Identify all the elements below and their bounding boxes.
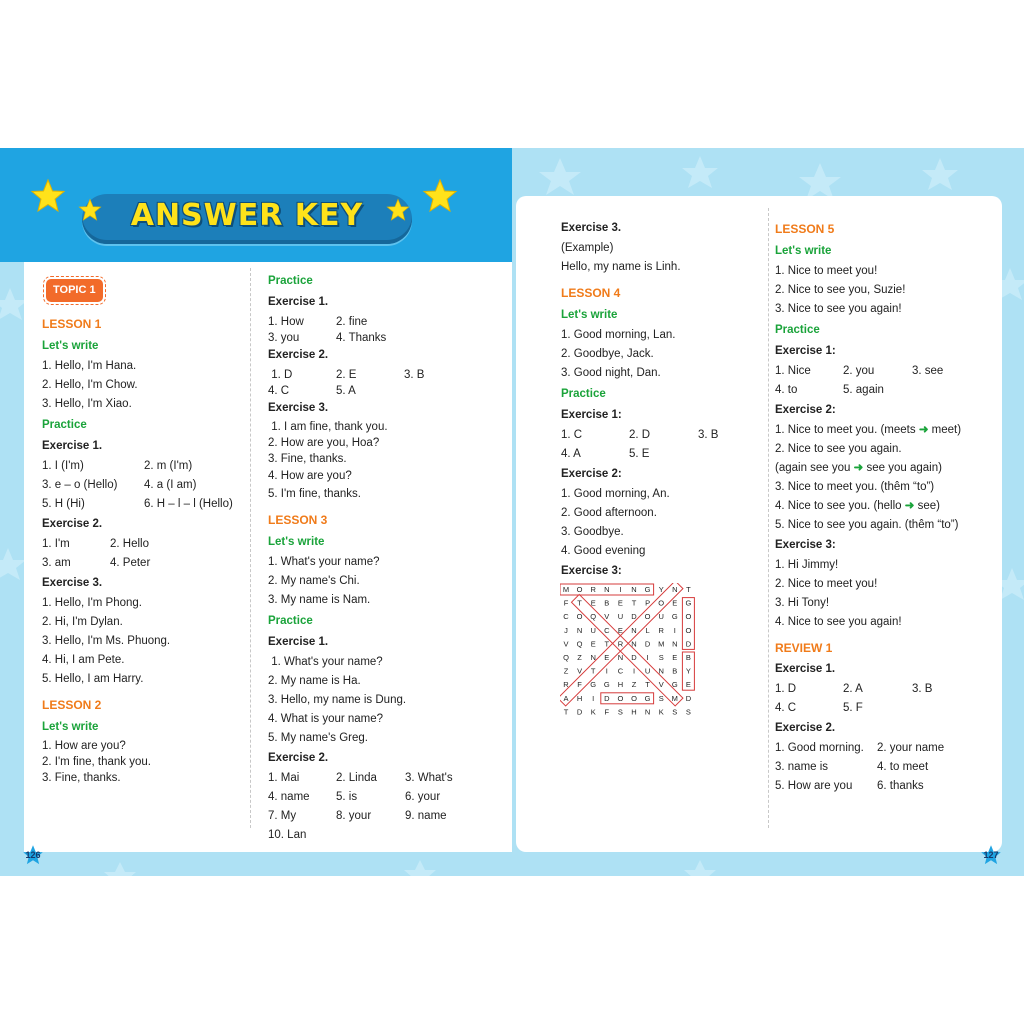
word-search-letter: H	[576, 693, 583, 703]
word-search-letter: E	[617, 625, 623, 635]
exercise-heading: Exercise 1:	[775, 345, 836, 357]
answer-cell: 5. H (Hi)	[42, 498, 85, 510]
word-search-letter: D	[604, 693, 610, 703]
answer-line: 3. Nice to see you again!	[775, 303, 902, 315]
answer-row	[561, 445, 761, 464]
answer-line: 4. Good evening	[561, 545, 646, 557]
answer-cell: 2. Hello	[110, 538, 149, 550]
word-highlight-diagonal	[571, 594, 682, 705]
word-search-letter: I	[632, 666, 636, 676]
subheading: Let's write	[561, 309, 618, 321]
word-search-letter: Q	[576, 639, 583, 649]
answer-cell: 6. your	[405, 791, 441, 803]
word-search-letter: D	[644, 639, 651, 649]
word-search-letter: E	[685, 680, 691, 690]
answer-row	[775, 381, 995, 400]
word-search-letter: V	[577, 666, 583, 676]
word-search-letter: I	[673, 625, 676, 635]
answer-line: 2. Hello, I'm Chow.	[42, 379, 138, 391]
answer-column-2	[268, 270, 503, 845]
answer-cell: 3. am	[42, 557, 71, 569]
word-search-letter: N	[631, 625, 637, 635]
star-icon	[422, 178, 458, 214]
answer-cell: 1. I (I'm)	[42, 460, 84, 472]
answer-line: 2. My name's Chi.	[268, 575, 360, 587]
subheading: Practice	[268, 275, 313, 287]
page-number-right: 127	[980, 844, 1002, 866]
answer-row	[42, 554, 247, 573]
word-search-letter: G	[644, 693, 651, 703]
word-search-letter: H	[631, 707, 637, 717]
answer-row	[268, 807, 503, 826]
answer-cell: 4. name	[268, 791, 310, 803]
word-search-letter: R	[617, 639, 624, 649]
answer-line: 3. Good night, Dan.	[561, 367, 661, 379]
answer-cell: 9. name	[405, 810, 447, 822]
answer-line: 2. Nice to see you again.	[775, 443, 902, 455]
answer-cell: 2. you	[843, 365, 875, 377]
word-search-letter: D	[685, 639, 692, 649]
answer-row	[268, 382, 503, 398]
answer-cell: 10. Lan	[268, 829, 307, 841]
word-search-letter: S	[658, 653, 664, 662]
word-search-letter: Y	[658, 585, 664, 594]
answer-line	[775, 459, 995, 478]
answer-line: 2. Good afternoon.	[561, 507, 657, 519]
word-search-letter: F	[604, 707, 610, 717]
answer-line: 5. I'm fine, thanks.	[268, 488, 361, 500]
word-search-letter: T	[686, 585, 691, 594]
word-search-letter: B	[672, 666, 678, 676]
lesson-heading: LESSON 5	[775, 222, 835, 236]
word-search-letter: O	[685, 625, 692, 635]
word-search-letter: T	[645, 680, 650, 690]
word-search-letter: G	[603, 680, 610, 690]
answer-cell: 1. D	[775, 683, 797, 695]
subheading: Let's write	[775, 245, 832, 257]
answer-cell: 5. E	[629, 448, 650, 460]
word-search-letter: G	[644, 585, 651, 594]
word-search-letter: Q	[563, 653, 569, 662]
word-search-letter: N	[590, 653, 596, 662]
answer-line: 3. Fine, thanks.	[268, 453, 347, 465]
answer-text: (again see you	[775, 462, 854, 474]
answer-line	[775, 497, 995, 516]
word-search-letter: M	[671, 693, 678, 703]
word-search-letter: V	[658, 680, 664, 690]
word-search-letter: G	[671, 612, 678, 622]
exercise-heading: Exercise 1:	[561, 409, 622, 421]
answer-line: 3. My name is Nam.	[268, 594, 371, 606]
word-search-letter: I	[592, 693, 595, 703]
word-search-letter: U	[590, 625, 596, 635]
answer-cell: 3. see	[912, 365, 944, 377]
answer-cell: 3. B	[404, 369, 425, 381]
answer-cell: 2. E	[336, 369, 357, 381]
answer-cell: 5. F	[843, 702, 863, 714]
answer-row	[268, 826, 503, 845]
word-search-letter: C	[604, 625, 610, 635]
word-search-letter: T	[563, 707, 569, 717]
word-search-letter: E	[590, 639, 596, 649]
word-search-letter: O	[576, 585, 583, 594]
word-search-letter: O	[631, 693, 637, 703]
answer-cell: 5. How are you	[775, 780, 853, 792]
word-search-letter: Z	[631, 680, 637, 690]
answer-text: 1. Nice to meet you. (meets	[775, 424, 919, 436]
word-search-letter: D	[631, 612, 637, 622]
answer-row	[268, 313, 503, 329]
arrow-right-icon: ➜	[853, 462, 864, 474]
exercise-heading: Exercise 2:	[561, 468, 622, 480]
word-search-letter: I	[619, 585, 622, 594]
answer-line: 5. My name's Greg.	[268, 732, 368, 744]
answer-line: 1. Good morning, Lan.	[561, 329, 676, 341]
word-search-letter: V	[604, 612, 610, 622]
answer-line: 5. Nice to see you again. (thêm “to”)	[775, 519, 959, 531]
lesson-heading: LESSON 4	[561, 286, 621, 300]
answer-cell: 5. is	[336, 791, 358, 803]
exercise-heading: Exercise 3:	[561, 565, 622, 577]
answer-cell: 1. D	[268, 369, 293, 381]
answer-line: 2. I'm fine, thank you.	[42, 756, 151, 768]
answer-cell: 4. C	[268, 385, 290, 397]
answer-line: 5. Hello, I am Harry.	[42, 673, 144, 685]
word-search-letter: C	[617, 666, 624, 676]
answer-row	[775, 739, 995, 758]
answer-cell: 3. you	[268, 332, 300, 344]
word-search-letter: N	[631, 585, 637, 594]
subheading: Let's write	[42, 721, 99, 733]
word-search-letter: N	[672, 639, 678, 649]
word-search-letter: B	[685, 653, 691, 662]
word-search-letter: O	[644, 612, 651, 622]
answer-cell: 4. C	[775, 702, 797, 714]
word-search-letter: V	[563, 639, 569, 649]
word-search-letter: C	[563, 612, 569, 622]
word-search-letter: O	[685, 612, 692, 622]
answer-line: 3. Nice to meet you. (thêm “to”)	[775, 481, 935, 493]
answer-cell: 1. How	[268, 316, 304, 328]
answer-column-3	[561, 218, 761, 582]
word-search-letter: J	[564, 625, 568, 635]
answer-line: (Example)	[561, 242, 614, 254]
answer-line: 3. Hello, my name is Dung.	[268, 694, 407, 706]
word-search-letter: M	[658, 639, 665, 649]
answer-line: 1. What's your name?	[268, 656, 383, 668]
answer-row	[42, 476, 247, 495]
answer-cell: 2. A	[843, 683, 863, 695]
answer-cell: 2. fine	[336, 316, 368, 328]
answer-cell: 1. Good morning.	[775, 742, 864, 754]
answer-line: 4. What is your name?	[268, 713, 384, 725]
word-search-letter: T	[631, 598, 637, 608]
exercise-heading: Exercise 2.	[42, 518, 103, 530]
exercise-heading: Exercise 3.	[42, 577, 103, 589]
subheading: Let's write	[42, 340, 99, 352]
word-search-letter: F	[563, 598, 569, 608]
answer-cell: 1. Nice	[775, 365, 811, 377]
word-search-letter: R	[658, 625, 664, 635]
subheading: Practice	[561, 388, 606, 400]
answer-row	[268, 769, 503, 788]
answer-cell: 4. Peter	[110, 557, 151, 569]
answer-cell: 3. B	[698, 429, 719, 441]
answer-cell: 2. your name	[877, 742, 945, 754]
topic-badge: TOPIC 1	[46, 279, 103, 302]
answer-row	[775, 758, 995, 777]
word-search-letter: Y	[685, 666, 691, 676]
answer-cell: 2. m (I'm)	[144, 460, 193, 472]
exercise-heading: Exercise 1.	[42, 440, 103, 452]
answer-cell: 3. What's	[405, 772, 453, 784]
answer-cell: 3. B	[912, 683, 933, 695]
answer-row	[42, 457, 247, 476]
subheading: Practice	[775, 324, 820, 336]
word-search-letter: U	[617, 612, 624, 622]
word-search-letter: D	[576, 707, 583, 717]
answer-cell: 4. to meet	[877, 761, 929, 773]
word-search-letter: S	[617, 707, 623, 717]
answer-cell: 7. My	[268, 810, 297, 822]
answer-line: 2. How are you, Hoa?	[268, 437, 380, 449]
answer-line	[775, 421, 995, 440]
answer-line: Hello, my name is Linh.	[561, 261, 681, 273]
answer-cell: 5. A	[336, 385, 356, 397]
exercise-heading: Exercise 3.	[268, 402, 329, 414]
word-search-letter: T	[590, 666, 596, 676]
answer-row	[561, 426, 761, 445]
word-search-letter: E	[604, 653, 610, 662]
answer-line: 1. How are you?	[42, 740, 126, 752]
page-number-left: 126	[22, 844, 44, 866]
word-search-letter: K	[590, 707, 596, 717]
exercise-heading: Exercise 1.	[268, 636, 329, 648]
subheading: Let's write	[268, 536, 325, 548]
word-search-letter: T	[577, 598, 582, 608]
answer-line: 3. Fine, thanks.	[42, 772, 121, 784]
answer-row	[775, 362, 995, 381]
word-search-letter: N	[604, 585, 610, 594]
answer-text: see you again)	[863, 462, 942, 474]
word-search-letter: R	[563, 680, 569, 690]
subheading: Practice	[268, 615, 313, 627]
answer-line: 1. What's your name?	[268, 556, 380, 568]
exercise-heading: Exercise 2.	[775, 722, 836, 734]
word-search-letter: S	[658, 693, 664, 703]
word-search-letter: G	[590, 680, 597, 690]
exercise-heading: Exercise 2.	[268, 349, 329, 361]
lesson-heading: REVIEW 1	[775, 641, 833, 655]
answer-cell: 4. A	[561, 448, 581, 460]
answer-text: 4. Nice to see you. (hello	[775, 500, 905, 512]
subheading: Practice	[42, 419, 87, 431]
answer-text: meet)	[928, 424, 962, 436]
exercise-heading: Exercise 1.	[775, 663, 836, 675]
word-search-letter: E	[672, 598, 678, 608]
word-search-letter: H	[617, 680, 624, 690]
word-search-letter: T	[604, 639, 610, 649]
answer-line: 1. Good morning, An.	[561, 488, 670, 500]
answer-line: 2. My name is Ha.	[268, 675, 361, 687]
answer-line: 4. Nice to see you again!	[775, 616, 902, 628]
exercise-heading: Exercise 2.	[268, 752, 329, 764]
word-search-letter: U	[658, 612, 664, 622]
answer-row	[268, 366, 503, 382]
star-icon	[78, 198, 102, 222]
word-search-letter: N	[658, 666, 664, 676]
lesson-heading: LESSON 3	[268, 513, 328, 527]
answer-line: 3. Hello, I'm Ms. Phuong.	[42, 635, 171, 647]
word-search-letter: G	[671, 680, 678, 690]
answer-cell: 1. Mai	[268, 772, 300, 784]
exercise-heading: Exercise 2:	[775, 404, 836, 416]
word-search-letter: S	[672, 707, 678, 717]
arrow-right-icon: ➜	[918, 424, 929, 436]
word-search-letter: K	[658, 707, 664, 717]
answer-line: 3. Goodbye.	[561, 526, 624, 538]
word-search-letter: I	[646, 653, 649, 662]
answer-row	[775, 680, 995, 699]
word-search-letter: D	[685, 693, 692, 703]
word-search-grid	[560, 583, 710, 733]
word-search-letter: E	[617, 598, 623, 608]
answer-cell: 4. a (I am)	[144, 479, 197, 491]
exercise-heading: Exercise 3:	[775, 539, 836, 551]
word-search-letter: N	[631, 639, 637, 649]
column-divider	[250, 268, 251, 828]
word-search-letter: E	[590, 598, 596, 608]
answer-line: 2. Nice to see you, Suzie!	[775, 284, 906, 296]
answer-row	[42, 495, 247, 514]
answer-line: 1. Hi Jimmy!	[775, 559, 839, 571]
word-search-letter: U	[644, 666, 651, 676]
answer-cell: 3. name is	[775, 761, 829, 773]
exercise-heading: Exercise 3.	[561, 222, 622, 234]
answer-column-1	[42, 275, 247, 786]
answer-row	[775, 777, 995, 796]
answer-row	[268, 329, 503, 345]
page-title: ANSWER KEY	[130, 198, 364, 233]
word-search-letter: N	[576, 625, 583, 635]
word-search-letter: O	[576, 612, 583, 622]
word-search-letter: O	[617, 693, 624, 703]
answer-line: 1. Hello, I'm Hana.	[42, 360, 137, 372]
word-search-letter: O	[658, 598, 665, 608]
answer-line: 1. I am fine, thank you.	[268, 421, 388, 433]
word-search-letter: M	[562, 585, 570, 594]
word-search-letter: A	[563, 693, 569, 703]
answer-cell: 8. your	[336, 810, 372, 822]
word-search-letter: Z	[577, 653, 582, 662]
word-search-letter: I	[605, 666, 608, 676]
word-search-letter: D	[631, 653, 637, 662]
word-search-letter: P	[645, 598, 651, 608]
star-icon	[386, 198, 410, 222]
answer-cell: 5. again	[843, 384, 884, 396]
answer-cell: 4. Thanks	[336, 332, 387, 344]
arrow-right-icon: ➜	[904, 500, 915, 512]
word-search-letter: F	[577, 680, 582, 690]
word-search-letter: N	[672, 585, 678, 594]
word-search-letter: G	[685, 598, 692, 608]
word-search-letter: N	[644, 707, 651, 717]
answer-cell: 1. C	[561, 429, 583, 441]
answer-row	[268, 788, 503, 807]
answer-line: 3. Hi Tony!	[775, 597, 830, 609]
word-search-letter: L	[645, 625, 650, 635]
column-divider	[768, 208, 769, 828]
word-search-letter: R	[590, 585, 596, 594]
answer-text: see)	[914, 500, 940, 512]
answer-line: 1. Nice to meet you!	[775, 265, 878, 277]
lesson-heading: LESSON 1	[42, 317, 102, 331]
answer-line: 3. Hello, I'm Xiao.	[42, 398, 132, 410]
word-search-letter: E	[672, 653, 678, 662]
answer-line: 4. How are you?	[268, 470, 352, 482]
answer-row	[775, 699, 995, 718]
answer-cell: 1. I'm	[42, 538, 70, 550]
answer-cell: 4. to	[775, 384, 798, 396]
answer-cell: 2. Linda	[336, 772, 377, 784]
answer-line: 2. Hi, I'm Dylan.	[42, 616, 123, 628]
word-search-letter: Z	[563, 666, 569, 676]
answer-cell: 3. e – o (Hello)	[42, 479, 118, 491]
answer-column-4	[775, 218, 995, 796]
answer-line: 4. Hi, I am Pete.	[42, 654, 125, 666]
answer-cell: 2. D	[629, 429, 651, 441]
word-search-letter: S	[685, 707, 691, 717]
word-search-letter: N	[617, 653, 624, 662]
answer-line: 1. Hello, I'm Phong.	[42, 597, 142, 609]
answer-cell: 6. thanks	[877, 780, 924, 792]
answer-line: 2. Goodbye, Jack.	[561, 348, 654, 360]
answer-row	[42, 535, 247, 554]
star-icon	[30, 178, 66, 214]
word-search-letter: B	[604, 598, 610, 608]
answer-line: 2. Nice to meet you!	[775, 578, 878, 590]
lesson-heading: LESSON 2	[42, 698, 102, 712]
answer-cell: 6. H – l – l (Hello)	[144, 498, 233, 510]
word-search-letter: Q	[590, 612, 597, 622]
exercise-heading: Exercise 1.	[268, 296, 329, 308]
